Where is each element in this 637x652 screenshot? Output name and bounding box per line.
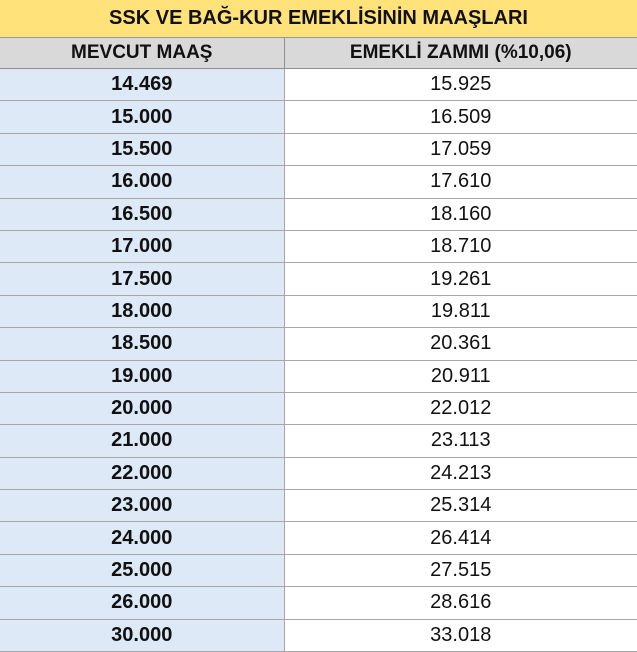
raised-salary-cell: 16.509 [284, 101, 637, 133]
current-salary-cell: 23.000 [0, 490, 284, 522]
table-row [0, 295, 637, 327]
current-salary-cell: 14.469 [0, 69, 284, 101]
current-salary-cell: 20.000 [0, 392, 284, 424]
table-title: SSK VE BAĞ-KUR EMEKLİSİNİN MAAŞLARI [0, 0, 637, 38]
raised-salary-cell: 18.710 [284, 230, 637, 262]
raised-salary-cell: 18.160 [284, 198, 637, 230]
current-salary-cell: 15.500 [0, 133, 284, 165]
table-row [0, 198, 637, 230]
current-salary-cell: 17.000 [0, 230, 284, 262]
raised-salary-cell: 33.018 [284, 619, 637, 651]
raised-salary-cell: 22.012 [284, 392, 637, 424]
raised-salary-cell: 25.314 [284, 490, 637, 522]
table-row [0, 587, 637, 619]
raised-salary-cell: 19.811 [284, 295, 637, 327]
table-row [0, 360, 637, 392]
raised-salary-cell: 23.113 [284, 425, 637, 457]
current-salary-cell: 22.000 [0, 457, 284, 489]
raised-salary-cell: 28.616 [284, 587, 637, 619]
table-row [0, 101, 637, 133]
current-salary-cell: 26.000 [0, 587, 284, 619]
raised-salary-cell: 24.213 [284, 457, 637, 489]
header-row [0, 38, 637, 69]
current-salary-cell: 18.500 [0, 328, 284, 360]
raised-salary-cell: 17.059 [284, 133, 637, 165]
table-row [0, 133, 637, 165]
table-body [0, 69, 637, 652]
table-row [0, 457, 637, 489]
current-salary-cell: 16.500 [0, 198, 284, 230]
table-row [0, 522, 637, 554]
table-row [0, 619, 637, 651]
raised-salary-cell: 17.610 [284, 166, 637, 198]
raised-salary-cell: 20.911 [284, 360, 637, 392]
raised-salary-cell: 20.361 [284, 328, 637, 360]
header-pension-raise: EMEKLİ ZAMMI (%10,06) [284, 38, 637, 69]
raised-salary-cell: 26.414 [284, 522, 637, 554]
current-salary-cell: 19.000 [0, 360, 284, 392]
table-row [0, 69, 637, 101]
current-salary-cell: 21.000 [0, 425, 284, 457]
table-row [0, 328, 637, 360]
table-row [0, 166, 637, 198]
table-row [0, 230, 637, 262]
raised-salary-cell: 15.925 [284, 69, 637, 101]
table-row [0, 425, 637, 457]
raised-salary-cell: 19.261 [284, 263, 637, 295]
current-salary-cell: 18.000 [0, 295, 284, 327]
table-row [0, 490, 637, 522]
table-row [0, 392, 637, 424]
header-current-salary: MEVCUT MAAŞ [0, 38, 284, 69]
table-row [0, 554, 637, 586]
current-salary-cell: 16.000 [0, 166, 284, 198]
salary-table [0, 38, 637, 652]
current-salary-cell: 24.000 [0, 522, 284, 554]
raised-salary-cell: 27.515 [284, 554, 637, 586]
current-salary-cell: 15.000 [0, 101, 284, 133]
current-salary-cell: 30.000 [0, 619, 284, 651]
current-salary-cell: 17.500 [0, 263, 284, 295]
current-salary-cell: 25.000 [0, 554, 284, 586]
table-row [0, 263, 637, 295]
